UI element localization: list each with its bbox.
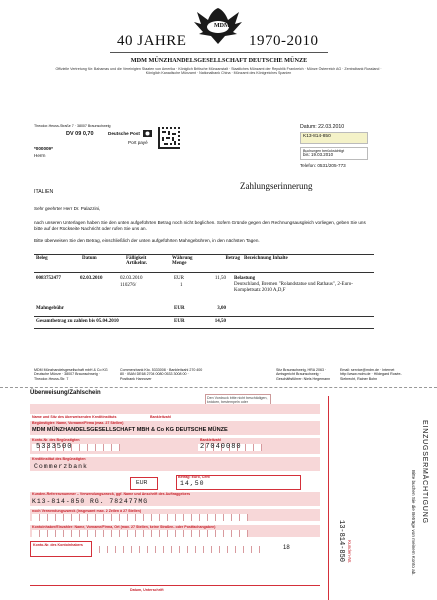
slip-account-label: Konto-Nr. des Begünstigten <box>32 438 80 442</box>
booking-box <box>300 147 368 160</box>
slip-reference2-label: noch Verwendungszweck (insgesamt max. 2 Zeilen à 27 Stellen) <box>32 509 142 513</box>
footer-col-1: MDM Münzhandelsgesellschaft mbH & Co KG Deutsche Münze · 38007 Braunschweig · Theodor-Heuss-Str. 7 <box>34 368 108 381</box>
invoice-table <box>34 256 374 272</box>
slip-hint: Den Vordruck bitte nicht beschädigen, knicken, bestempeln oder <box>205 394 271 411</box>
slip-payer-account-label: Konto-Nr. des Kontoinhabers <box>33 543 83 547</box>
slip-date-label: Datum, Unterschrift <box>130 588 164 592</box>
slip-amount-value: 14,50 <box>180 480 205 487</box>
slip-currency: EUR <box>136 480 148 486</box>
th-bezeichnung: Bezeichnung Inhalte <box>244 256 288 261</box>
stub-customer-no: 13-814-850 <box>337 520 345 563</box>
stub-divider <box>328 396 329 600</box>
stub-title: EINZUGSERMÄCHTIGUNG <box>421 420 428 524</box>
postage-code: DV 09 0,70 <box>66 131 94 137</box>
slip-payer-label: Kontoinhaber/Einzahler: Name, Vorname/Firma, Ort (max. 27 Stellen, keine Straßen- oder Postfachangaben) <box>32 525 216 529</box>
company-name: MDM MÜNZHANDELSGESELLSCHAFT DEUTSCHE MÜNZE <box>130 57 308 64</box>
footer-col-4: Email: service@mdm.de · Internet http://www.mdm.de · Hildegard Rosée-Siebrecht, Rainer Bohn <box>340 368 402 381</box>
stub-customer-label: Kunden-Nr. <box>347 540 352 564</box>
payer-account-boxes <box>92 546 260 553</box>
reference2-boxes <box>32 514 248 521</box>
cell-artikel: 110276/ <box>120 283 137 288</box>
slip-beneficiary: MDM MÜNZHANDELSGESELLSCHAFT MBH & Co KG DEUTSCHE MÜNZE <box>32 427 228 433</box>
datamatrix-code <box>158 127 180 149</box>
slip-bank-row <box>30 404 320 414</box>
header-rule <box>110 52 328 53</box>
footer-col-2: Commerzbank Kto. 5333008 · Bankleitzahl 270 400 80 · IBAN DE68 2704 0080 0533 3008 00 · Postbank Hannover <box>120 368 203 381</box>
table-row <box>34 276 374 304</box>
info-phone: Telefon: 0531/205-773 <box>300 162 346 168</box>
body-text-2: Bitte überweisen Sie den Betrag, einschließlich der unten aufgeführten Mahngebühren, in den nächsten Tagen. <box>34 238 260 243</box>
th-beleg: Beleg <box>36 256 48 261</box>
slip-beneficiary-label: Begünstigter: Name, Vorname/Firma (max. 27 Stellen) <box>32 421 124 425</box>
slip-code: 18 <box>283 545 290 551</box>
slip-bankname-value: Commerzbank <box>34 463 88 470</box>
cell-menge: 1 <box>180 283 183 288</box>
slip-bank-label: Name und Sitz des überweisenden Kreditinstituts <box>32 415 117 419</box>
table-header-row <box>34 256 374 272</box>
cell-waehrung: EUR <box>174 276 184 281</box>
th-faellig: Fälligkeit Artikelnr. <box>126 256 148 266</box>
header <box>0 0 437 90</box>
th-datum: Datum <box>82 256 97 261</box>
total-currency: EUR <box>174 319 185 324</box>
total-bottom-rule <box>34 328 374 329</box>
tagline: Offizielle Vertretung für: Bahamas und die Vereinigten Staaten von Amerika · Königlich Britische Münzanstalt · Staatliches Münzamt der Republik Frankreich · Münze Österreich AG · Zentralbank Russland · Königlich Kanadische Münzamt · Nationalbank China · Münzamt des Königreiches Spanien <box>55 67 382 76</box>
body-text-1: nach unseren Unterlagen haben Sie den unten aufgeführten Betrag noch nicht beglichen. Sofern Gründe gegen den Rechnungsausgleich vorliegen, geben Sie uns bitte auf der Rückseite Nachricht oder rufen Sie uns an. <box>34 220 366 231</box>
postage-port: Port payé <box>128 140 148 145</box>
table-header-rule <box>34 272 374 273</box>
fee-row <box>34 306 374 314</box>
cell-bez2: Deutschland, Bremen "Rolandstatue und Rathaus", 2-Euro-Komplettsatz 2010 A,D,F <box>234 282 353 293</box>
slip-reference-value: K13-814-850 RG. 782477MG <box>32 498 149 505</box>
postage-carrier: Deutsche Post <box>108 131 140 136</box>
slip-blz-label: Bankleitzahl <box>150 415 171 419</box>
logo-text: MDM <box>214 23 230 29</box>
slip-reference-label: Kunden-Referenznummer – Verwendungszweck, ggf. Name und Anschrift des Auftraggebers <box>32 492 191 496</box>
stub-text: Bitte buchen Sie die Beträge von meinem Konto ab. <box>411 470 416 576</box>
sender-line: Theodor-Heuss-Straße 7 · 38007 Braunschweig <box>34 124 111 128</box>
cell-bez1: Belastung <box>234 276 256 281</box>
cell-betrag: 11,50 <box>214 276 226 281</box>
recipient-country: ITALIEN <box>34 189 54 195</box>
fee-amount: 3,00 <box>217 306 226 311</box>
fee-label: Mahngebühr <box>36 306 65 311</box>
document-title: Zahlungserinnerung <box>240 181 313 191</box>
table-top-rule <box>34 254 374 255</box>
recipient-salutation: Herrn <box>34 153 46 158</box>
info-date: Datum: 22.03.2010 <box>300 124 345 130</box>
slip-title: Überweisung/Zahlschein <box>30 390 101 396</box>
slip-blz-value: 27040080 <box>200 443 242 451</box>
recipient-ref: *000009* <box>34 146 53 151</box>
total-amount: 14,50 <box>214 319 226 324</box>
th-betrag: Betrag <box>225 256 240 261</box>
th-waehrung: Währung Menge <box>172 256 193 266</box>
footer-col-3: Sitz Braunschweig, HRA 2063 · Amtsgericht Braunschweig · Geschäftsführer: Niels Hegemann <box>276 368 331 381</box>
cell-beleg: 0083752477 <box>36 276 61 281</box>
slip-blz-label-2: Bankleitzahl <box>200 438 221 442</box>
slip-account-value: 5333500 <box>36 443 73 451</box>
post-horn-icon <box>143 130 152 137</box>
cell-datum: 02.03.2010 <box>80 276 103 281</box>
info-customer-no: K13-814-850 <box>300 132 368 144</box>
total-row <box>34 319 374 327</box>
perforation-line <box>0 387 437 388</box>
payer-boxes <box>32 530 248 537</box>
slip-amount-label: Betrag: Euro, Cent <box>178 475 210 479</box>
info-booking-label: Buchungen berücksichtigt <box>303 149 345 153</box>
anniversary-right: 1970-2010 <box>249 33 319 49</box>
slip-signature-line <box>30 585 320 586</box>
cell-faellig: 02.03.2010 <box>120 276 143 281</box>
info-booking-date: bis: 19.03.2010 <box>303 152 334 158</box>
fee-currency: EUR <box>174 306 185 311</box>
total-label: Gesamtbetrag zu zahlen bis 05.04.2010 <box>36 319 119 324</box>
info-box <box>300 124 368 168</box>
anniversary-left: 40 JAHRE <box>117 33 187 49</box>
total-rule <box>34 316 374 317</box>
greeting: Sehr geehrter Herr Dr. Palazzini, <box>34 206 101 211</box>
slip-bankname-label: Kreditinstitut des Begünstigten <box>32 457 86 461</box>
